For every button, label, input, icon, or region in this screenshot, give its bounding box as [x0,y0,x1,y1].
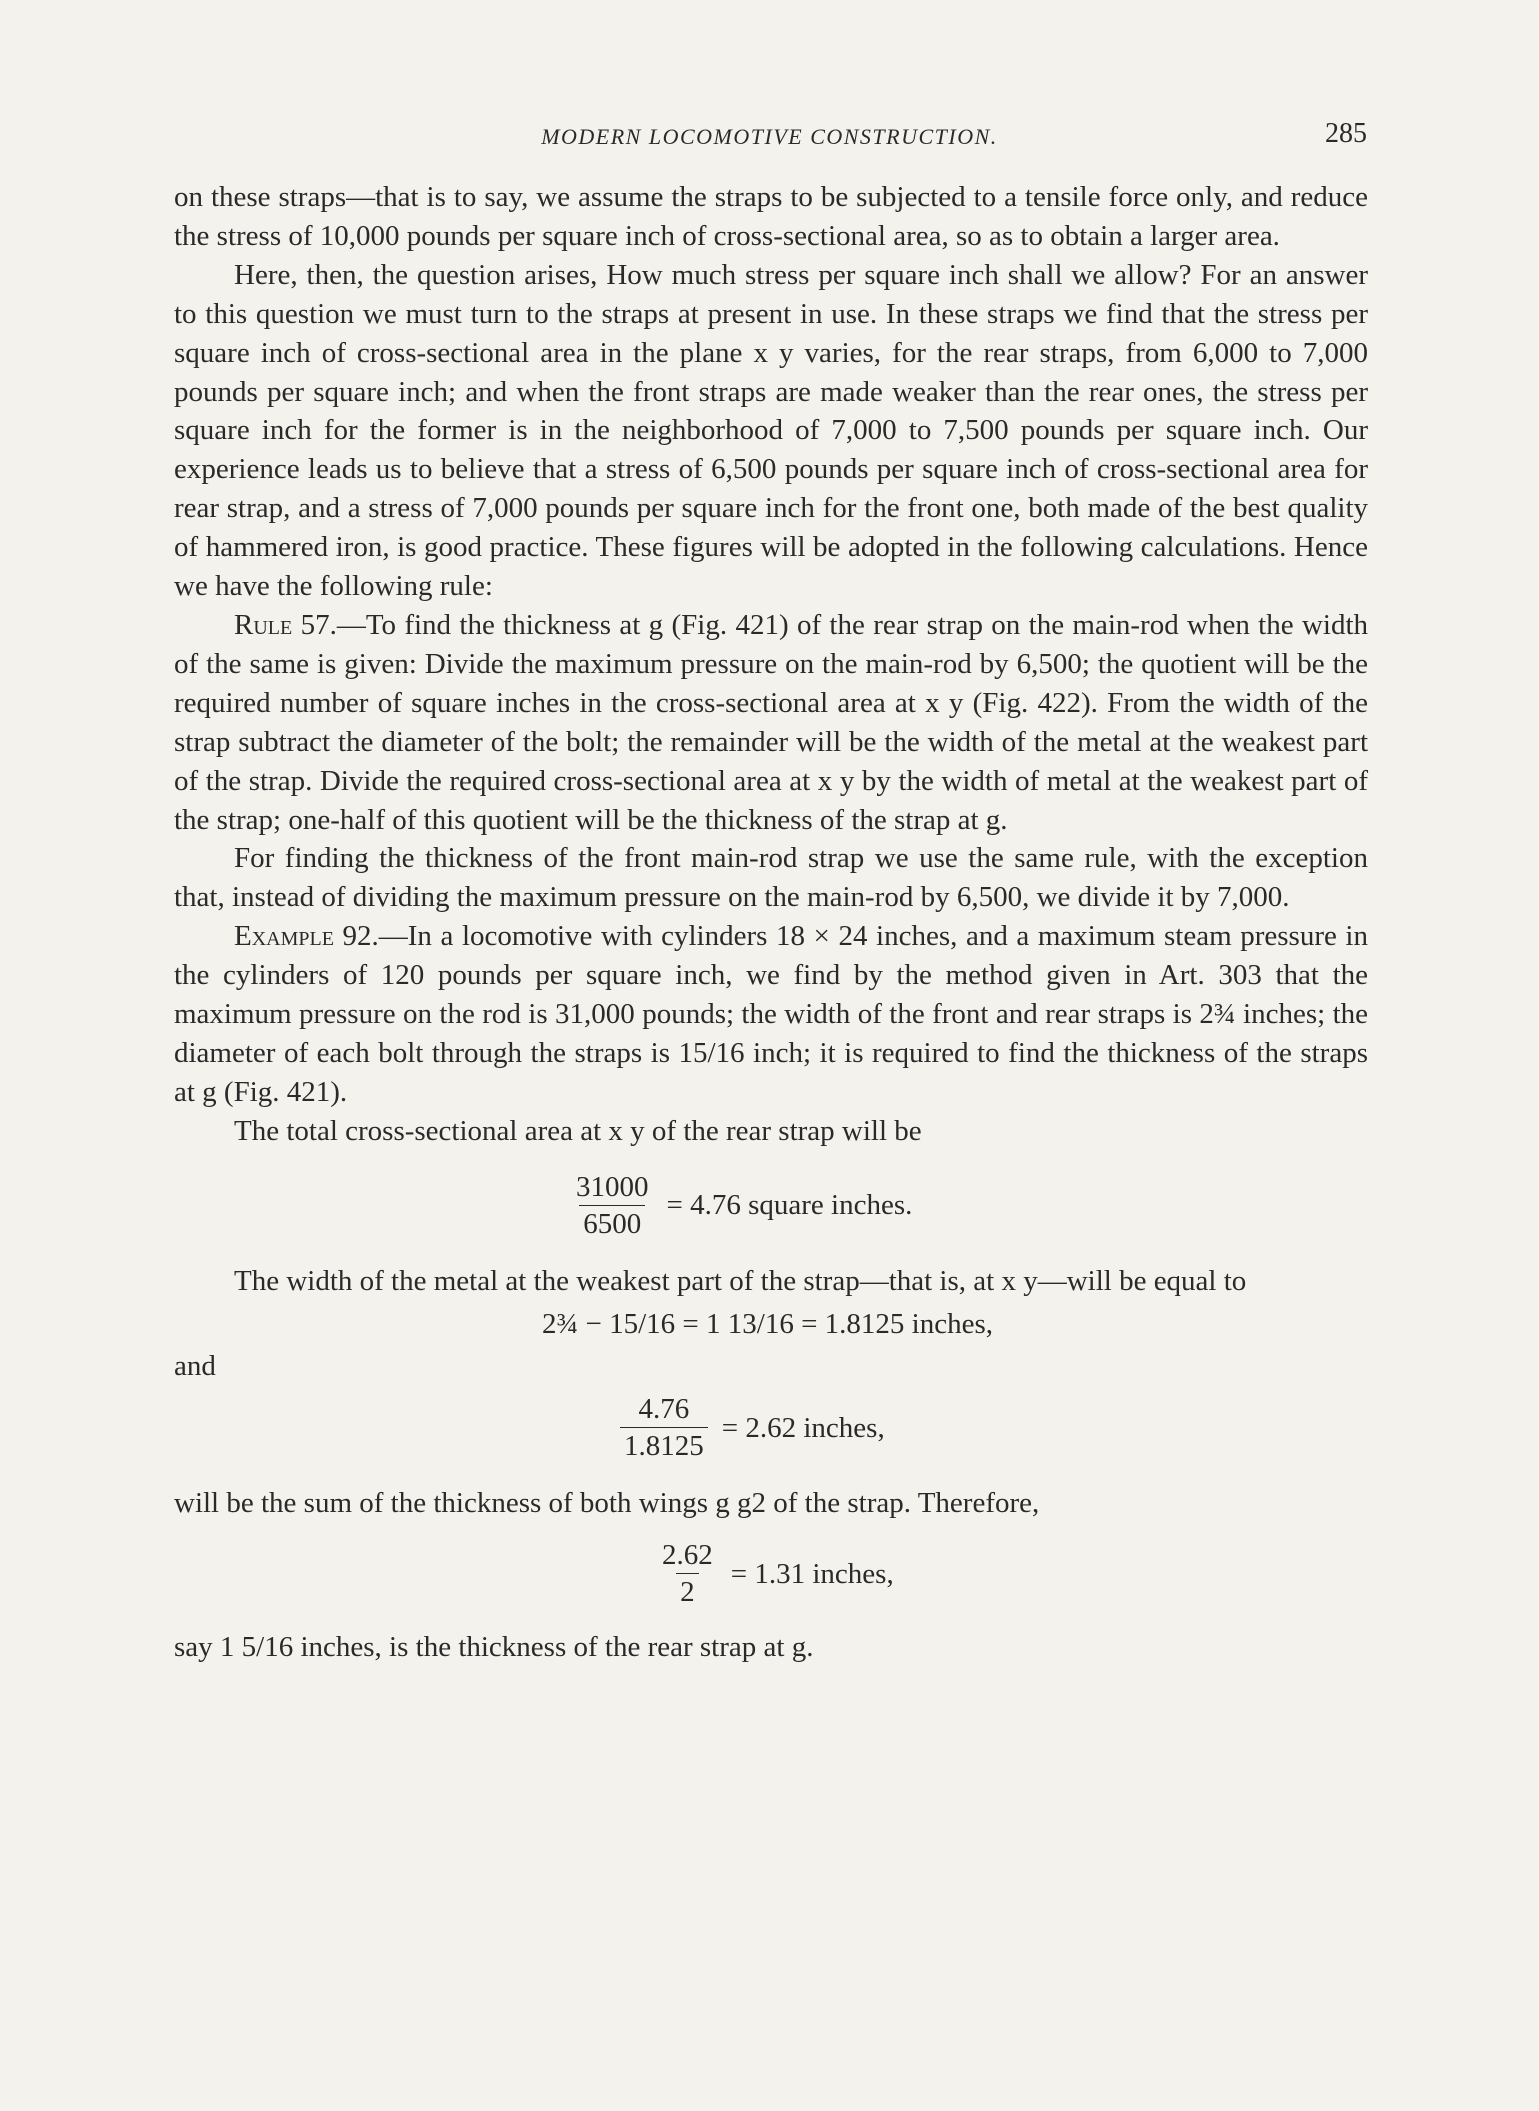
equation-4 [174,1537,1368,1610]
running-title: MODERN LOCOMOTIVE CONSTRUCTION. [541,124,998,149]
example-text: 92.—In a locomotive with cylinders 18 × 24 inches, and a maximum steam pressure in the cylinders of 120 pounds per square inch, we find by the method given in Art. 303 that the maximum pressure on the rod is 31,000 pounds; the width of the front and rear straps is 2¾ inches; the diameter of each bolt through the straps is 15/16 inch; it is required to find the thickness of the straps at g (Fig. 421). [174,920,1368,1108]
equation-3-result: = 2.62 inches, [721,1411,885,1444]
paragraph-8: and [174,1349,216,1382]
paragraph-rule-57 [174,606,1368,839]
example-label: Example [234,920,334,953]
rule-text: 57.—To find the thickness at g (Fig. 421) of the rear strap on the main-rod when the width of the same is given: Divide the maximum pressure on the main-rod by 6,500; the quotient will be the required number of square inches in the cross-sectional area at x y (Fig. 422). From the width of the strap subtract the diameter of the bolt; the remainder will be the width of the metal at the weakest part of the strap. Divide the required cross-sectional area at x y by the width of metal at the weakest part of the strap; one-half of this quotient will be the thickness of the strap at g. [174,608,1368,836]
paragraph-7: The width of the metal at the weakest part of the strap—that is, at x y—will be equal to [234,1264,1247,1297]
page-number: 285 [1325,118,1367,149]
equation-1-numerator: 31000 [576,1170,649,1203]
paragraph-10: say 1 5/16 inches, is the thickness of the rear strap at g. [174,1631,814,1664]
equation-4-numerator: 2.62 [662,1539,713,1572]
equation-3 [174,1391,1368,1464]
equation-2-text: 2¾ − 15/16 = 1 13/16 = 1.8125 inches, [542,1307,994,1340]
equation-1 [174,1169,1368,1242]
paragraph-1: on these straps—that is to say, we assume the straps to be subjected to a tensile force only, and reduce the stress of 10,000 pounds per square inch of cross-sectional area, so as to obtain a larger area. [174,181,1368,252]
equation-4-denominator: 2 [676,1573,699,1610]
equation-3-numerator: 4.76 [638,1393,690,1426]
paragraph-example-92 [174,917,1368,1112]
equation-1-fraction [572,1169,653,1242]
paragraph-9: will be the sum of the thickness of both wings g g2 of the strap. Therefore, [174,1487,1040,1520]
equation-3-fraction [620,1391,708,1464]
paragraph-2: Here, then, the question arises, How much stress per square inch shall we allow? For an answer to this question we must turn to the straps at present in use. In these straps we find that the stress per square inch of cross-sectional area in the plane x y varies, for the rear straps, from 6,000 to 7,000 pounds per square inch; and when the front straps are made weaker than the rear ones, the stress per square inch for the former is in the neighborhood of 7,000 to 7,500 pounds per square inch. Our experience leads us to believe that a stress of 6,500 pounds per square inch of cross-sectional area for rear strap, and a stress of 7,000 pounds per square inch for the front one, both made of the best quality of hammered iron, is good practice. These figures will be adopted in the following calculations. Hence we have the following rule: [174,258,1368,603]
equation-1-result: = 4.76 square inches. [666,1189,913,1222]
rule-label: Rule [234,608,293,641]
paragraph-6: The total cross-sectional area at x y of the rear strap will be [234,1114,922,1147]
equation-2 [174,1305,1368,1343]
equation-1-denominator: 6500 [579,1205,645,1242]
equation-4-fraction [658,1537,717,1610]
paragraph-4: For finding the thickness of the front main-rod strap we use the same rule, with the exception that, instead of dividing the maximum pressure on the main-rod by 6,500, we divide it by 7,000. [174,842,1368,914]
equation-4-result: = 1.31 inches, [730,1557,894,1590]
running-head [172,118,1367,154]
equation-3-denominator: 1.8125 [620,1427,708,1464]
body-text [174,178,1368,1667]
